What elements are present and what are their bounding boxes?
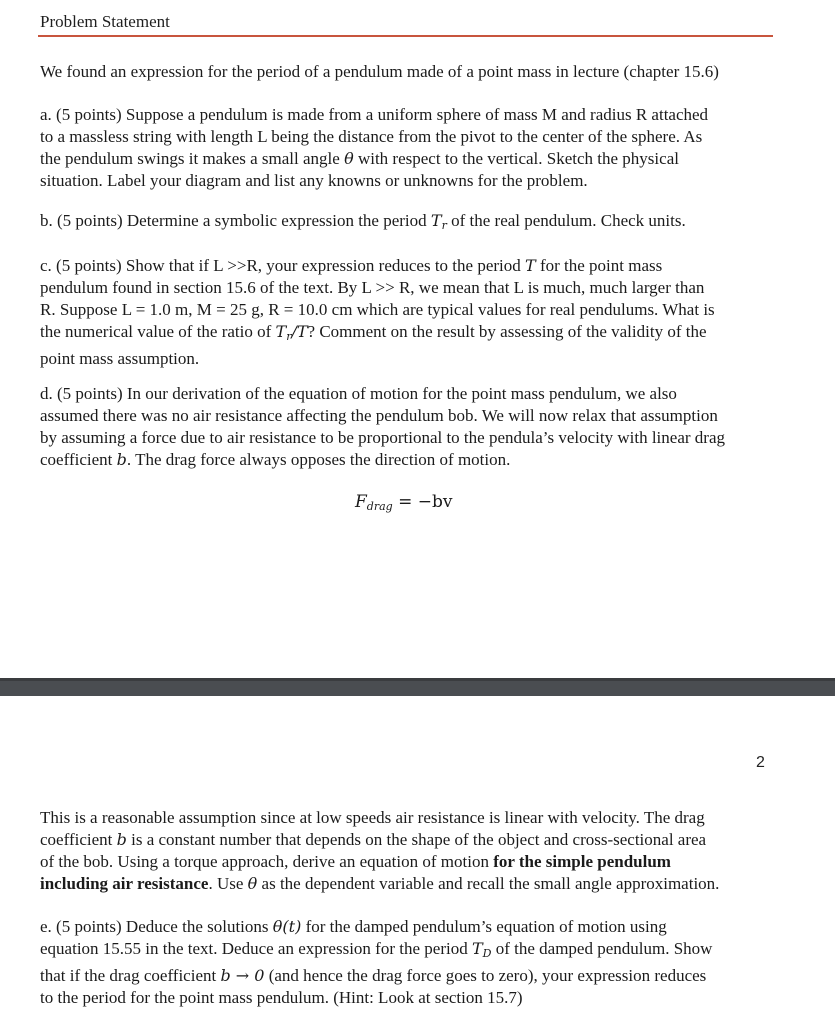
damped-period-subscript: D bbox=[482, 947, 492, 960]
part-e-line-1-text: e. (5 points) Deduce the solutions bbox=[40, 917, 269, 936]
theta-symbol: θ bbox=[247, 874, 258, 893]
ratio-subscript: r bbox=[286, 330, 292, 343]
part-e-line-3-text: that if the drag coefficient bbox=[40, 966, 217, 985]
part-d-line-2: assumed there was no air resistance affecting the pendulum bob. We will now relax that assumption bbox=[40, 406, 718, 425]
part-a-line-1: a. (5 points) Suppose a pendulum is made from a uniform sphere of mass M and radius R attached bbox=[40, 105, 709, 124]
part-c-line-1 bbox=[40, 255, 775, 277]
drag-coefficient-symbol: b bbox=[116, 830, 127, 849]
part-e-paragraph bbox=[40, 916, 775, 1009]
part-e-line-2-text-end: of the damped pendulum. Show bbox=[495, 939, 713, 958]
part-c-line-4-text: the numerical value of the ratio of bbox=[40, 322, 272, 341]
period-symbol: T bbox=[525, 256, 536, 275]
continuation-line-1: This is a reasonable assumption since at low speeds air resistance is linear with velocity. The drag bbox=[40, 808, 705, 827]
part-a-paragraph bbox=[40, 104, 775, 192]
part-a-line-2: to a massless string with length L being the distance from the pivot to the center of the sphere. As bbox=[40, 127, 703, 146]
continuation-line-2-text: coefficient bbox=[40, 830, 113, 849]
continuation-line-4-text: . Use bbox=[208, 874, 244, 893]
part-b-text: b. (5 points) Determine a symbolic expression the period bbox=[40, 211, 427, 230]
damped-period-symbol: T bbox=[471, 939, 483, 958]
part-e-line-1-text-end: for the damped pendulum’s equation of motion using bbox=[305, 917, 667, 936]
part-e-line-1 bbox=[40, 916, 775, 938]
intro-paragraph bbox=[40, 61, 775, 83]
part-c-line-2: pendulum found in section 15.6 of the text. By L >> R, we mean that L is much, much larger than bbox=[40, 278, 705, 297]
part-c-line-1-text-end: for the point mass bbox=[539, 256, 663, 275]
part-c-line-4 bbox=[40, 321, 775, 348]
equation-lhs-subscript: drag bbox=[366, 500, 393, 513]
theta-symbol: θ bbox=[344, 149, 354, 168]
drag-force-equation bbox=[355, 492, 453, 513]
part-d-line-1: d. (5 points) In our derivation of the equation of motion for the point mass pendulum, we also bbox=[40, 384, 677, 403]
emphasis-air-resistance: including air resistance bbox=[40, 874, 209, 893]
part-d-line-4-text-end: . The drag force always opposes the direction of motion. bbox=[126, 450, 511, 469]
part-e-line-2 bbox=[40, 938, 775, 965]
part-c-paragraph bbox=[40, 255, 775, 370]
title-underline bbox=[38, 35, 773, 37]
equation-rhs: = −bv bbox=[398, 492, 453, 512]
part-b-line bbox=[40, 210, 775, 237]
part-d-line-3: by assuming a force due to air resistance to be proportional to the pendula’s velocity with linear drag bbox=[40, 428, 725, 447]
part-d-paragraph bbox=[40, 383, 775, 471]
part-e-line-3 bbox=[40, 965, 775, 987]
part-c-line-1-text: c. (5 points) Show that if L >>R, your expression reduces to the period bbox=[40, 256, 521, 275]
part-c-line-4-text-end: ? Comment on the result by assessing of the validity of the bbox=[307, 322, 707, 341]
part-a-line-3-text: the pendulum swings it makes a small angle bbox=[40, 149, 340, 168]
page-separator bbox=[0, 678, 835, 696]
continuation-line-4 bbox=[40, 873, 775, 895]
continuation-line-2 bbox=[40, 829, 775, 851]
part-c-line-3: R. Suppose L = 1.0 m, M = 25 g, R = 10.0 cm which are typical values for real pendulums. What is bbox=[40, 300, 715, 319]
section-title: Problem Statement bbox=[40, 12, 170, 31]
ratio-symbol: T bbox=[275, 322, 287, 341]
part-e-line-4: to the period for the point mass pendulum. (Hint: Look at section 15.7) bbox=[40, 988, 523, 1007]
period-symbol: T bbox=[430, 211, 442, 230]
intro-text: We found an expression for the period of a pendulum made of a point mass in lecture (chapter 15.6) bbox=[40, 62, 719, 81]
part-e-line-2-text: equation 15.55 in the text. Deduce an expression for the period bbox=[40, 939, 468, 958]
part-d-line-4 bbox=[40, 449, 775, 471]
part-b-paragraph bbox=[40, 210, 775, 237]
limit-expression: b → 0 bbox=[220, 966, 265, 985]
part-a-line-3-text-end: with respect to the vertical. Sketch the physical bbox=[357, 149, 679, 168]
continuation-line-2-text-end: is a constant number that depends on the shape of the object and cross-sectional area bbox=[131, 830, 707, 849]
part-e-line-3-text-end: (and hence the drag force goes to zero), your expression reduces bbox=[268, 966, 707, 985]
emphasis-simple-pendulum: for the simple pendulum bbox=[493, 852, 671, 871]
page-2 bbox=[0, 696, 835, 1024]
page-separator-edge bbox=[0, 678, 835, 681]
continuation-paragraph bbox=[40, 807, 775, 895]
equation-lhs: F bbox=[355, 492, 367, 512]
continuation-line-3 bbox=[40, 851, 775, 873]
part-c-line-5: point mass assumption. bbox=[40, 349, 200, 368]
drag-coefficient-symbol: b bbox=[116, 450, 127, 469]
part-a-line-4: situation. Label your diagram and list any knowns or unknowns for the problem. bbox=[40, 171, 588, 190]
period-subscript: r bbox=[441, 219, 447, 232]
page-number: 2 bbox=[756, 754, 765, 771]
ratio-denominator: /T bbox=[291, 322, 308, 341]
part-d-line-4-text: coefficient bbox=[40, 450, 113, 469]
continuation-line-4-text-end: as the dependent variable and recall the small angle approximation. bbox=[261, 874, 720, 893]
theta-function-symbol: θ(t) bbox=[272, 917, 302, 936]
part-a-line-3 bbox=[40, 148, 775, 170]
part-b-text-end: of the real pendulum. Check units. bbox=[451, 211, 686, 230]
continuation-line-3-text: of the bob. Using a torque approach, derive an equation of motion bbox=[40, 852, 489, 871]
